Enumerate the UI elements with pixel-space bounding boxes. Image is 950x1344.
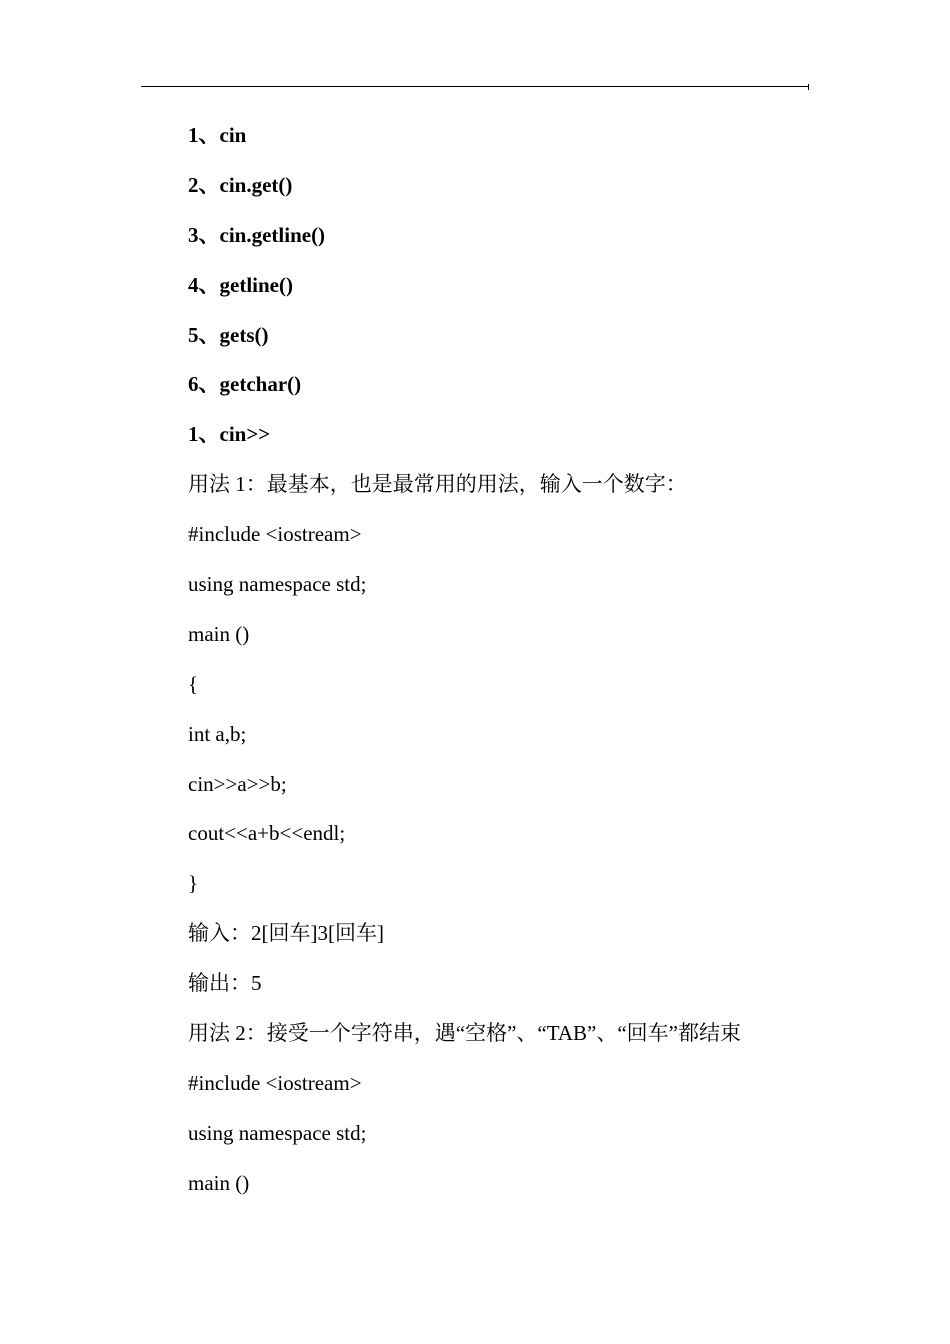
- code-line: using namespace std;: [188, 572, 367, 597]
- section-heading: 1、cin>>: [188, 422, 271, 447]
- code-line: #include <iostream>: [188, 522, 362, 547]
- toc-item-cin-get: 2、cin.get(): [188, 172, 293, 197]
- code-line: main (): [188, 1170, 250, 1195]
- toc-item-cin: 1、cin: [188, 123, 247, 147]
- code-line: {: [188, 671, 199, 696]
- toc-item-getline: 4、getline(): [188, 272, 293, 297]
- code-line: int a,b;: [188, 721, 247, 746]
- document-body: [188, 111, 828, 1209]
- toc-item-getchar: 6、getchar(): [188, 372, 302, 397]
- code-line: cin>>a>>b;: [188, 771, 287, 796]
- code-line: main (): [188, 621, 250, 646]
- usage-2-description: 用法 2：接受一个字符串，遇“空格”、“TAB”、“回车”都结束: [188, 1021, 741, 1046]
- code-line: cout<<a+b<<endl;: [188, 821, 346, 846]
- code-line: }: [188, 871, 199, 896]
- usage-1-description: 用法 1：最基本，也是最常用的用法，输入一个数字：: [188, 472, 687, 497]
- code-line: #include <iostream>: [188, 1070, 362, 1095]
- input-example: 输入：2[回车]3[回车]: [188, 921, 384, 946]
- header-rule-tick: [808, 84, 809, 90]
- toc-item-cin-getline: 3、cin.getline(): [188, 222, 326, 247]
- toc-item-gets: 5、gets(): [188, 322, 269, 347]
- header-rule: [141, 86, 809, 87]
- code-line: using namespace std;: [188, 1120, 367, 1145]
- output-example: 输出：5: [188, 971, 262, 996]
